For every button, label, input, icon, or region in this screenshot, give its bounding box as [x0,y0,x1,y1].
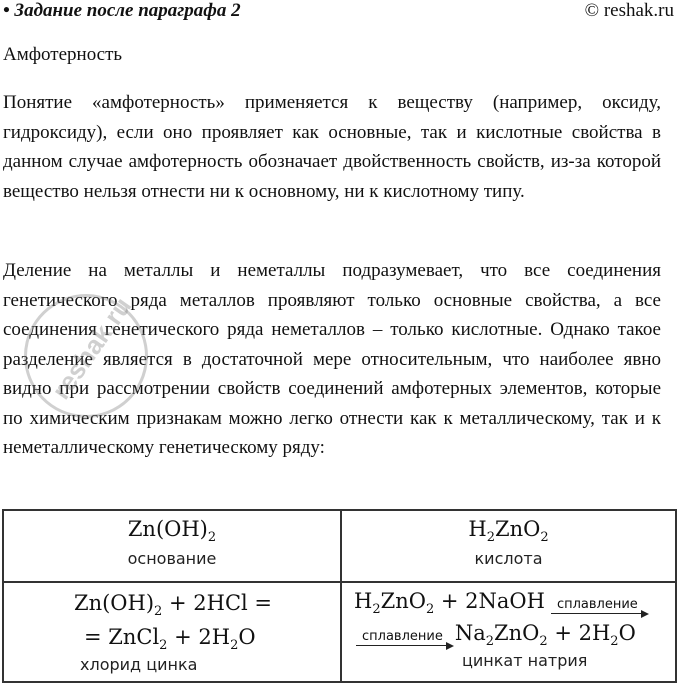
watermark-text: reshak.ru [45,291,138,405]
paragraph-2: Деление на металлы и неметаллы подразумевает, что все соединения генетического ряда металлов проявляют только основные свойства, а все соединения генетического ряда неметаллов – только кислотные. Однако такое разделение является в достаточной мере относительным, что наиболее явно видно при рассмотрении свойств соединений амфотерных элементов, которые по химическим признакам можно легко отнести как к металлическому, так и к неметаллическому генетическому ряду: [3,260,661,458]
page-header [0,0,680,24]
formula-h2zno2: $H_2ZnO_2$ [468,517,549,546]
fusion-arrow-1: сплавление [549,597,646,614]
caption-acid: кислота [474,549,543,569]
table-cell-base-head [3,510,341,582]
source-label: © reshak.ru [584,0,674,21]
caption-sodium-zincate: цинкат натрия [462,651,588,671]
section-title: Амфотерность [3,44,123,65]
table-cell-base-reaction [3,582,341,682]
table-cell-acid-head [341,510,676,582]
reaction-right-line2: сплавление $Na_2ZnO_2 + 2H_2O$ [354,621,675,649]
reaction-right-line1: $H_2ZnO_2$ + 2NaOH сплавление [354,589,675,617]
paragraph-1: Понятие «амфотерность» применяется к веществу (например, оксиду, гидроксиду), если оно проявляет как основные, так и кислотные свойства в данном случае амфотерность обозначает двойственность свойств, из-за которой вещество нельзя отнести ни к основному, ни к кислотному типу. [3,92,661,202]
formula-zn-oh2: $Zn(OH)_2$ [127,517,217,546]
amphoteric-table [2,509,677,683]
caption-zinc-chloride: хлорид цинка [80,655,198,675]
task-heading: • Задание после параграфа 2 [3,0,241,21]
reaction-left-line1: $Zn(OH)_2 + 2HCl$ = [74,591,273,620]
reaction-left-line2: = ZnCl$_2$ + $2H_2O$ [84,625,256,654]
caption-base: основание [127,549,217,569]
fusion-arrow-2: сплавление [354,629,451,646]
table-cell-acid-reaction [341,582,676,682]
